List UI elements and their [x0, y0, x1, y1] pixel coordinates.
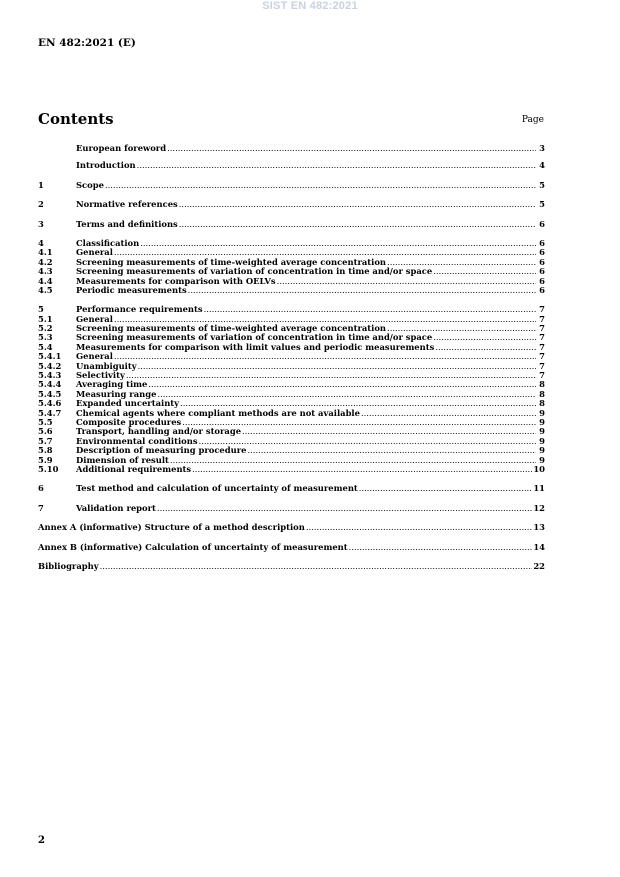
table-of-contents [38, 144, 545, 571]
contents-heading: Contents [38, 110, 114, 128]
toc-entry-title: Description of measuring procedure [76, 445, 247, 456]
toc-entry-page: 12 [533, 502, 545, 513]
toc-entry-title: Classification [76, 237, 140, 248]
watermark: SIST EN 482:2021 [262, 0, 358, 12]
toc-entry-page: 9 [539, 416, 545, 427]
toc-entry-number: 6 [38, 483, 44, 494]
toc-entry-number: 5.4.3 [38, 370, 62, 381]
toc-entry-number: 2 [38, 199, 44, 210]
toc-entry-page: 7 [539, 323, 545, 334]
toc-entry[interactable] [38, 523, 545, 532]
toc-entry[interactable] [38, 343, 545, 352]
toc-entry-page: 13 [533, 522, 545, 533]
toc-entry-title: Transport, handling and/or storage [76, 426, 242, 437]
toc-entry-title: Periodic measurements [76, 284, 187, 295]
toc-entry-page: 9 [539, 426, 545, 437]
dot-leader [277, 277, 536, 286]
toc-entry[interactable] [38, 305, 545, 314]
toc-entry-title: Screening measurements of time-weighted average concentration [76, 256, 387, 267]
toc-entry-title: Terms and definitions [76, 218, 178, 229]
toc-entry-number: 5.4.1 [38, 351, 62, 362]
page-column-label: Page [521, 115, 544, 125]
toc-entry-number: 5.4.2 [38, 360, 62, 371]
toc-entry-title: Additional requirements [76, 463, 192, 474]
dot-leader [137, 161, 536, 170]
toc-entry-number: 4.2 [38, 256, 53, 267]
toc-entry-number: 5.5 [38, 416, 53, 427]
toc-entry-number: 5.4.6 [38, 398, 62, 409]
toc-entry-title: Scope [76, 179, 104, 190]
dot-leader [435, 343, 536, 352]
dot-leader [140, 239, 536, 248]
toc-entry-title: General [76, 351, 113, 362]
toc-entry-page: 5 [539, 199, 545, 210]
toc-entry-page: 7 [539, 370, 545, 381]
toc-entry[interactable] [38, 161, 545, 170]
toc-entry-page: 7 [539, 351, 545, 362]
dot-leader [247, 446, 536, 455]
toc-entry-page: 8 [539, 379, 545, 390]
toc-entry-title: Normative references [76, 199, 178, 210]
toc-entry-number: 5.3 [38, 332, 53, 343]
toc-entry-page: 7 [539, 304, 545, 315]
dot-leader [188, 286, 536, 295]
toc-entry-title: Unambiguity [76, 360, 137, 371]
toc-entry-page: 7 [539, 341, 545, 352]
dot-leader [433, 267, 536, 276]
dot-leader [179, 220, 536, 229]
toc-entry-number: 5.1 [38, 313, 53, 324]
toc-entry-title: Measuring range [76, 388, 157, 399]
dot-leader [199, 437, 536, 446]
toc-entry-number: 5.2 [38, 323, 53, 334]
toc-entry-title: Screening measurements of variation of concentration in time and/or space [76, 332, 433, 343]
toc-entry-page: 11 [533, 483, 545, 494]
toc-entry-number: 5.6 [38, 426, 53, 437]
toc-entry-title: Test method and calculation of uncertainty of measurement [76, 483, 358, 494]
toc-entry[interactable] [38, 200, 545, 209]
toc-entry-title: Expanded uncertainty [76, 398, 180, 409]
dot-leader [170, 456, 536, 465]
toc-entry-title: Introduction [76, 160, 136, 171]
toc-entry-title: Performance requirements [76, 304, 203, 315]
toc-entry-page: 7 [539, 360, 545, 371]
toc-entry-number: 5 [38, 304, 44, 315]
toc-entry[interactable] [38, 239, 545, 248]
toc-entry-page: 22 [533, 560, 545, 571]
toc-entry-page: 9 [539, 445, 545, 456]
toc-entry-page: 3 [539, 143, 545, 153]
toc-entry-title: Composite procedures [76, 416, 182, 427]
page-number: 2 [38, 835, 45, 846]
toc-entry-title: Bibliography [38, 560, 99, 571]
toc-entry[interactable] [38, 484, 545, 493]
toc-entry-page: 7 [539, 313, 545, 324]
toc-entry-title: Chemical agents where compliant methods are not available [76, 407, 360, 418]
toc-entry-page: 6 [539, 256, 545, 267]
toc-entry-number: 5.4 [38, 341, 53, 352]
toc-entry-page: 6 [539, 284, 545, 295]
toc-entry[interactable] [38, 286, 545, 295]
dot-leader [126, 371, 536, 380]
toc-entry[interactable] [38, 504, 545, 513]
toc-entry-title: Validation report [76, 502, 156, 513]
toc-entry-page: 4 [539, 160, 545, 171]
toc-entry-title: General [76, 313, 113, 324]
toc-entry-title: General [76, 247, 113, 258]
toc-entry-page: 5 [539, 179, 545, 190]
toc-entry[interactable] [38, 543, 545, 552]
dot-leader [433, 333, 536, 342]
toc-entry-number: 4.3 [38, 266, 53, 277]
dot-leader [114, 352, 536, 361]
toc-entry-title: Measurements for comparison with limit values and periodic measurements [76, 341, 435, 352]
dot-leader [148, 380, 536, 389]
toc-entry-number: 5.10 [38, 463, 59, 474]
toc-entry-title: Averaging time [76, 379, 148, 390]
toc-entry-number: 5.7 [38, 435, 53, 446]
toc-entry-number: 7 [38, 502, 44, 513]
toc-entry-page: 6 [539, 275, 545, 286]
toc-entry-page: 6 [539, 237, 545, 248]
toc-entry-page: 6 [539, 266, 545, 277]
toc-entry-title: Screening measurements of time-weighted average concentration [76, 323, 387, 334]
dot-leader [100, 562, 533, 571]
toc-entry[interactable] [38, 220, 545, 229]
toc-entry-page: 8 [539, 398, 545, 409]
toc-entry-title: Dimension of result [76, 454, 169, 465]
dot-leader [359, 484, 533, 493]
toc-entry[interactable] [38, 144, 545, 153]
toc-entry-number: 5.4.5 [38, 388, 62, 399]
dot-leader [167, 144, 536, 153]
toc-entry-number: 4.5 [38, 284, 53, 295]
toc-entry-title: Measurements for comparison with OELVs [76, 275, 276, 286]
toc-entry[interactable] [38, 465, 545, 474]
toc-entry-number: 5.4.4 [38, 379, 62, 390]
toc-entry-title: Environmental conditions [76, 435, 198, 446]
dot-leader [157, 504, 532, 513]
toc-entry-number: 5.8 [38, 445, 53, 456]
dot-leader [105, 181, 536, 190]
toc-entry-page: 8 [539, 388, 545, 399]
toc-entry-page: 9 [539, 407, 545, 418]
toc-entry-page: 6 [539, 247, 545, 258]
toc-entry-page: 6 [539, 218, 545, 229]
toc-entry-number: 1 [38, 179, 44, 190]
dot-leader [204, 305, 536, 314]
toc-entry-number: 5.9 [38, 454, 53, 465]
dot-leader [361, 409, 536, 418]
dot-leader [306, 523, 533, 532]
toc-entry[interactable] [38, 181, 545, 190]
dot-leader [179, 200, 536, 209]
dot-leader [349, 543, 533, 552]
toc-entry-number: 4 [38, 237, 44, 248]
dot-leader [242, 427, 536, 436]
toc-entry-title: Screening measurements of variation of concentration in time and/or space [76, 266, 433, 277]
toc-entry-page: 9 [539, 435, 545, 446]
toc-entry-title: European foreword [76, 143, 167, 153]
toc-entry-title: Annex A (informative) Structure of a method description [38, 522, 305, 533]
toc-entry-number: 3 [38, 218, 44, 229]
dot-leader [138, 362, 536, 371]
dot-leader [192, 465, 532, 474]
toc-entry-page: 9 [539, 454, 545, 465]
dot-leader [157, 390, 536, 399]
toc-entry-number: 4.1 [38, 247, 53, 258]
document-id: EN 482:2021 (E) [38, 37, 136, 49]
toc-entry-title: Annex B (informative) Calculation of uncertainty of measurement [38, 541, 348, 552]
toc-entry-number: 4.4 [38, 275, 53, 286]
toc-entry-number: 5.4.7 [38, 407, 62, 418]
toc-entry-page: 7 [539, 332, 545, 343]
toc-entry[interactable] [38, 562, 545, 571]
toc-entry-title: Selectivity [76, 370, 125, 381]
toc-entry-page: 14 [533, 541, 545, 552]
toc-entry-page: 10 [533, 463, 545, 474]
